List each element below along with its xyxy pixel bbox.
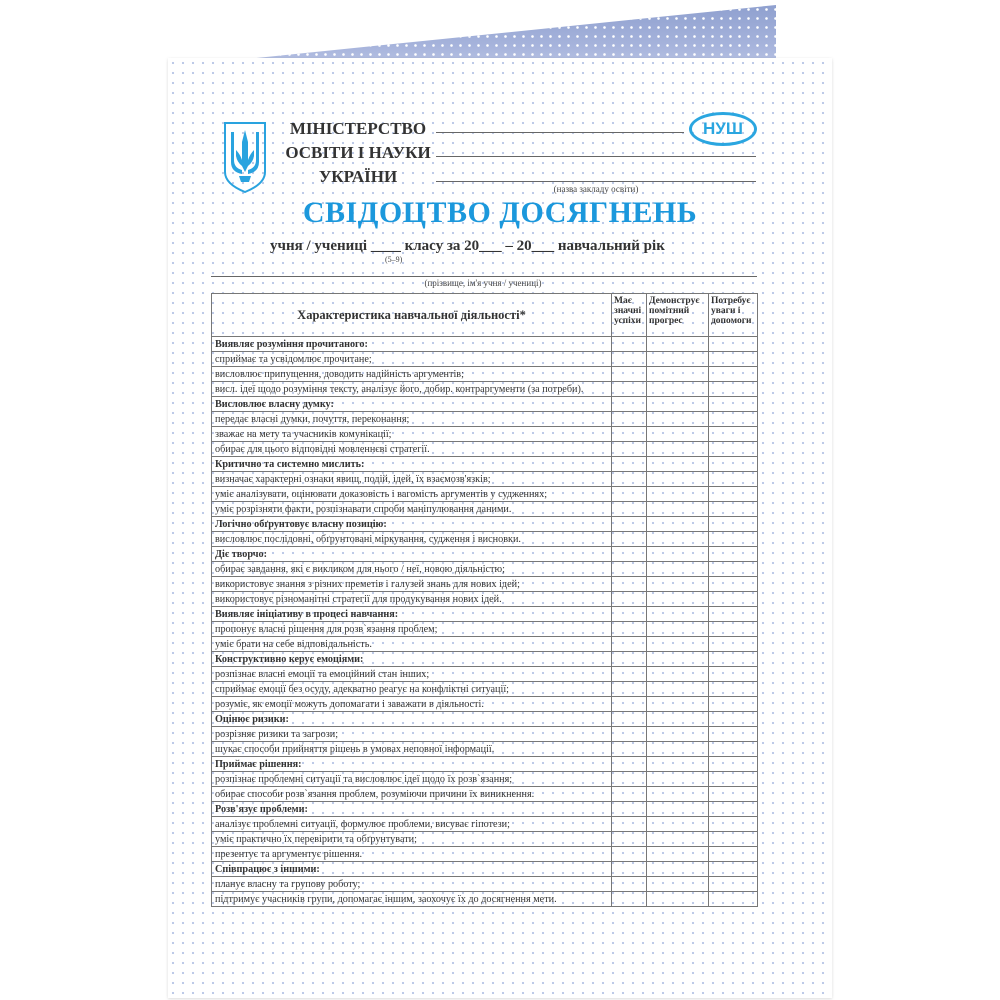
category-row [212,457,758,472]
mark-significant-success-cell[interactable] [612,787,647,802]
mark-significant-success-cell[interactable] [612,487,647,502]
category-label: Співпрацює з іншими: [212,862,612,877]
table-row [212,382,758,397]
mark-needs-attention-cell[interactable] [709,652,758,667]
mark-noticeable-progress-cell[interactable] [647,712,709,727]
mark-noticeable-progress-cell[interactable] [647,862,709,877]
category-row [212,712,758,727]
mark-significant-success-cell[interactable] [612,862,647,877]
mark-significant-success-cell[interactable] [612,682,647,697]
mark-noticeable-progress-cell[interactable] [647,667,709,682]
mark-significant-success-cell[interactable] [612,562,647,577]
mark-noticeable-progress-cell[interactable] [647,427,709,442]
mark-noticeable-progress-cell[interactable] [647,727,709,742]
mark-significant-success-cell[interactable] [612,517,647,532]
criterion-text: висловлює послідовні, обґрунтовані міркування, судження і висновки. [212,532,612,547]
category-label: Виявляє ініціативу в процесі навчання: [212,607,612,622]
criterion-text: розпізнає проблемні ситуації та висловлює ідеї щодо їх розв`язання; [212,772,612,787]
mark-needs-attention-cell[interactable] [709,682,758,697]
category-row [212,517,758,532]
mark-noticeable-progress-cell[interactable] [647,787,709,802]
table-row [212,367,758,382]
table-row [212,727,758,742]
mark-needs-attention-cell[interactable] [709,562,758,577]
table-row [212,832,758,847]
mark-needs-attention-cell[interactable] [709,592,758,607]
achievements-table [211,293,758,907]
mark-noticeable-progress-cell[interactable] [647,577,709,592]
header-noticeable-progress: Демонструє помітний прогрес [647,294,709,337]
criterion-text: уміє практично їх перевірити та обґрунтувати; [212,832,612,847]
criterion-text: пропонує власні рішення для розв`язання проблем; [212,622,612,637]
category-label: Діє творчо: [212,547,612,562]
mark-needs-attention-cell[interactable] [709,847,758,862]
mark-significant-success-cell[interactable] [612,847,647,862]
mark-significant-success-cell[interactable] [612,352,647,367]
table-row [212,682,758,697]
mark-noticeable-progress-cell[interactable] [647,562,709,577]
grade-range-hint: (5–9) [385,255,403,264]
category-label: Логічно обґрунтовує власну позицію: [212,517,612,532]
table-row [212,787,758,802]
mark-noticeable-progress-cell[interactable] [647,517,709,532]
table-row [212,892,758,907]
mark-significant-success-cell[interactable] [612,742,647,757]
mark-significant-success-cell[interactable] [612,592,647,607]
mark-significant-success-cell[interactable] [612,667,647,682]
mark-needs-attention-cell[interactable] [709,832,758,847]
criterion-text: обирає завдання, які є викликом для нього / неї, новою діяльністю; [212,562,612,577]
school-name-line-2 [436,156,756,157]
mark-needs-attention-cell[interactable] [709,742,758,757]
table-row [212,502,758,517]
header-significant-success: Має значні успіхи [612,294,647,337]
mark-noticeable-progress-cell[interactable] [647,652,709,667]
mark-needs-attention-cell[interactable] [709,337,758,352]
criterion-text: розуміє, як емоції можуть допомагати і заважати в діяльності. [212,697,612,712]
category-label: Конструктивно керує емоціями: [212,652,612,667]
mark-significant-success-cell[interactable] [612,412,647,427]
ministry-name [283,117,433,189]
mark-significant-success-cell[interactable] [612,532,647,547]
category-row [212,547,758,562]
mark-noticeable-progress-cell[interactable] [647,742,709,757]
mark-noticeable-progress-cell[interactable] [647,637,709,652]
mark-significant-success-cell[interactable] [612,637,647,652]
category-row [212,862,758,877]
mark-noticeable-progress-cell[interactable] [647,382,709,397]
mark-noticeable-progress-cell[interactable] [647,472,709,487]
category-row [212,652,758,667]
mark-noticeable-progress-cell[interactable] [647,532,709,547]
category-label: Критично та системно мислить: [212,457,612,472]
mark-noticeable-progress-cell[interactable] [647,442,709,457]
mark-noticeable-progress-cell[interactable] [647,487,709,502]
mark-significant-success-cell[interactable] [612,382,647,397]
mark-significant-success-cell[interactable] [612,832,647,847]
table-row [212,562,758,577]
table-row [212,487,758,502]
mark-needs-attention-cell[interactable] [709,892,758,907]
mark-noticeable-progress-cell[interactable] [647,502,709,517]
mark-noticeable-progress-cell[interactable] [647,697,709,712]
mark-significant-success-cell[interactable] [612,367,647,382]
mark-significant-success-cell[interactable] [612,607,647,622]
mark-needs-attention-cell[interactable] [709,877,758,892]
mark-significant-success-cell[interactable] [612,817,647,832]
mark-significant-success-cell[interactable] [612,892,647,907]
mark-needs-attention-cell[interactable] [709,442,758,457]
mark-noticeable-progress-cell[interactable] [647,607,709,622]
table-row [212,772,758,787]
mark-needs-attention-cell[interactable] [709,697,758,712]
mark-significant-success-cell[interactable] [612,772,647,787]
table-row [212,847,758,862]
mark-noticeable-progress-cell[interactable] [647,547,709,562]
mark-needs-attention-cell[interactable] [709,397,758,412]
mark-significant-success-cell[interactable] [612,712,647,727]
school-name-caption: (назва закладу освіти) [553,184,639,194]
nush-logo: НУШ [689,112,757,146]
criterion-text: висл. ідеї щодо розуміння тексту, аналізує його, добир. контраргументи (за потреби). [212,382,612,397]
mark-noticeable-progress-cell[interactable] [647,847,709,862]
mark-needs-attention-cell[interactable] [709,532,758,547]
ministry-line-1: МІНІСТЕРСТВО [289,119,427,138]
mark-noticeable-progress-cell[interactable] [647,757,709,772]
ministry-line-2: ОСВІТИ І НАУКИ [285,143,431,162]
mark-noticeable-progress-cell[interactable] [647,352,709,367]
mark-significant-success-cell[interactable] [612,877,647,892]
criterion-text: уміє розрізняти факти, розпізнавати спроби маніпулювання даними. [212,502,612,517]
mark-needs-attention-cell[interactable] [709,457,758,472]
table-row [212,442,758,457]
table-row [212,742,758,757]
category-label: Виявляє розуміння прочитаного: [212,337,612,352]
mark-needs-attention-cell[interactable] [709,712,758,727]
mark-needs-attention-cell[interactable] [709,757,758,772]
mark-needs-attention-cell[interactable] [709,412,758,427]
mark-significant-success-cell[interactable] [612,757,647,772]
mark-significant-success-cell[interactable] [612,502,647,517]
criterion-text: планує власну та групову роботу; [212,877,612,892]
mark-needs-attention-cell[interactable] [709,577,758,592]
document-title: СВІДОЦТВО ДОСЯГНЕНЬ [302,196,698,229]
table-row [212,427,758,442]
mark-needs-attention-cell[interactable] [709,862,758,877]
criterion-text: підтримує учасників групи, допомагає іншим, заохочує їх до досягнення мети. [212,892,612,907]
category-label: Висловлює власну думку: [212,397,612,412]
mark-needs-attention-cell[interactable] [709,487,758,502]
criterion-text: розрізняє ризики та загрози; [212,727,612,742]
mark-significant-success-cell[interactable] [612,442,647,457]
student-name-line [211,276,757,277]
mark-noticeable-progress-cell[interactable] [647,397,709,412]
table-row [212,592,758,607]
mark-needs-attention-cell[interactable] [709,367,758,382]
criterion-text: презентує та аргументує рішення. [212,847,612,862]
school-name-line-1 [436,132,684,133]
mark-significant-success-cell[interactable] [612,457,647,472]
mark-needs-attention-cell[interactable] [709,802,758,817]
mark-significant-success-cell[interactable] [612,802,647,817]
table-row [212,637,758,652]
mark-needs-attention-cell[interactable] [709,517,758,532]
mark-significant-success-cell[interactable] [612,577,647,592]
mark-needs-attention-cell[interactable] [709,547,758,562]
mark-significant-success-cell[interactable] [612,472,647,487]
criterion-text: використовує знання з різних преметів і галузей знань для нових ідей; [212,577,612,592]
table-row [212,412,758,427]
table-row [212,472,758,487]
student-name-caption: (прізвище, ім'я учня / учениці) [424,278,542,288]
mark-significant-success-cell[interactable] [612,622,647,637]
mark-noticeable-progress-cell[interactable] [647,622,709,637]
mark-noticeable-progress-cell[interactable] [647,412,709,427]
mark-noticeable-progress-cell[interactable] [647,817,709,832]
category-row [212,757,758,772]
header-characteristic: Характеристика навчальної діяльності* [212,294,612,337]
criterion-text: зважає на мету та учасників комунікації; [212,427,612,442]
table-row [212,817,758,832]
mark-needs-attention-cell[interactable] [709,787,758,802]
mark-noticeable-progress-cell[interactable] [647,367,709,382]
category-label: Оцінює ризики: [212,712,612,727]
category-row [212,607,758,622]
mark-needs-attention-cell[interactable] [709,727,758,742]
category-label: Приймає рішення: [212,757,612,772]
mark-significant-success-cell[interactable] [612,547,647,562]
mark-noticeable-progress-cell[interactable] [647,877,709,892]
mark-needs-attention-cell[interactable] [709,427,758,442]
student-class-line: учня / учениці ____ класу за 20___ – 20___ навчальний рік [270,238,665,254]
category-row [212,397,758,412]
criterion-text: аналізує проблемні ситуації, формулює проблеми, висуває гіпотези; [212,817,612,832]
criterion-text: висловлює припущення, доводить надійність аргументів; [212,367,612,382]
category-row [212,337,758,352]
table-row [212,352,758,367]
mark-noticeable-progress-cell[interactable] [647,337,709,352]
mark-needs-attention-cell[interactable] [709,772,758,787]
table-row [212,697,758,712]
mark-significant-success-cell[interactable] [612,397,647,412]
table-row [212,622,758,637]
mark-significant-success-cell[interactable] [612,697,647,712]
mark-significant-success-cell[interactable] [612,652,647,667]
mark-noticeable-progress-cell[interactable] [647,832,709,847]
school-name-line-3 [436,181,756,182]
category-label: Розв'язує проблеми: [212,802,612,817]
mark-noticeable-progress-cell[interactable] [647,682,709,697]
mark-noticeable-progress-cell[interactable] [647,592,709,607]
mark-significant-success-cell[interactable] [612,337,647,352]
criterion-text: обирає способи розв`язання проблем, розуміючи причини їх виникнення. [212,787,612,802]
table-row [212,577,758,592]
criterion-text: сприймає емоції без осуду, адекватно реагує на конфліктні ситуації; [212,682,612,697]
mark-needs-attention-cell[interactable] [709,472,758,487]
trident-emblem-icon [222,120,268,194]
criterion-text: обирає для цього відповідні мовленнєві стратегії. [212,442,612,457]
criterion-text: використовує різноманітні стратегії для продукування нових ідей. [212,592,612,607]
mark-noticeable-progress-cell[interactable] [647,457,709,472]
table-row [212,532,758,547]
mark-needs-attention-cell[interactable] [709,352,758,367]
table-row [212,877,758,892]
mark-needs-attention-cell[interactable] [709,817,758,832]
mark-needs-attention-cell[interactable] [709,502,758,517]
mark-needs-attention-cell[interactable] [709,382,758,397]
mark-noticeable-progress-cell[interactable] [647,892,709,907]
mark-noticeable-progress-cell[interactable] [647,802,709,817]
mark-noticeable-progress-cell[interactable] [647,772,709,787]
criterion-text: розпізнає власні емоції та емоційний стан інших; [212,667,612,682]
ministry-line-3: УКРАЇНИ [318,167,398,186]
criterion-text: сприймає та усвідомлює прочитане; [212,352,612,367]
criterion-text: передає власні думки, почуття, переконання; [212,412,612,427]
criterion-text: шукає способи прийняття рішень в умовах неповної інформації. [212,742,612,757]
table-row [212,667,758,682]
mark-needs-attention-cell[interactable] [709,637,758,652]
mark-significant-success-cell[interactable] [612,427,647,442]
mark-needs-attention-cell[interactable] [709,607,758,622]
header-needs-attention: Потребує уваги і допомоги [709,294,758,337]
criterion-text: уміє брати на себе відповідальність. [212,637,612,652]
category-row [212,802,758,817]
mark-significant-success-cell[interactable] [612,727,647,742]
mark-needs-attention-cell[interactable] [709,667,758,682]
criterion-text: уміє аналізувати, оцінювати доказовість і вагомість аргументів у судженнях; [212,487,612,502]
criterion-text: визначає характерні ознаки явищ, подій, ідей, їх взаємозв'язків; [212,472,612,487]
mark-needs-attention-cell[interactable] [709,622,758,637]
